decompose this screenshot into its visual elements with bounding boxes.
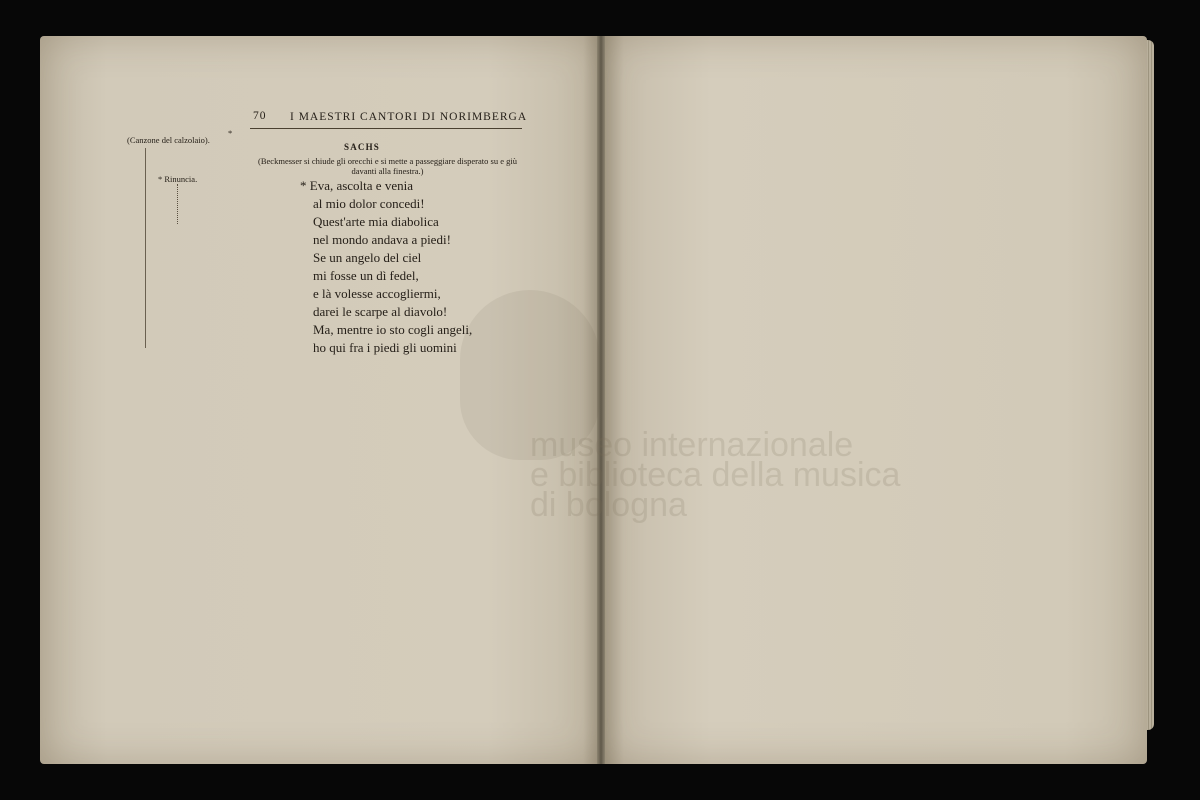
margin-note-canzone: (Canzone del calzolaio). [127, 135, 210, 145]
margin-dotted-line [177, 184, 178, 224]
verse-line: * Eva, ascolta e venia [300, 178, 413, 193]
verse-line: nel mondo andava a piedi! [313, 232, 451, 247]
verse-line: e là volesse accogliermi, [313, 286, 441, 301]
verse-line: darei le scarpe al diavolo! [313, 304, 448, 319]
verse-line: Quest'arte mia diabolica [313, 214, 439, 229]
left-header-rule [250, 128, 522, 129]
verse-line: ho qui fra i piedi gli uomini [313, 340, 457, 355]
verse-line: al mio dolor concedi! [313, 196, 425, 211]
stage-direction: (Beckmesser si chiude gli orecchi e si mette a passeggiare disperato su e giù davanti alla finestra.) [258, 156, 517, 176]
verse-line: mi fosse un dì fedel, [313, 268, 419, 283]
watermark-line-2: e biblioteca della musica [530, 456, 901, 494]
right-page [602, 36, 1147, 764]
verse-line: Ma, mentre io sto cogli angeli, [313, 322, 473, 337]
verse-line: Se un angelo del ciel [313, 250, 422, 265]
left-page-number: 70 [253, 110, 267, 122]
left-running-title: I MAESTRI CANTORI DI NORIMBERGA [290, 111, 528, 123]
margin-bracket [145, 148, 146, 348]
speaker-sachs: SACHS [344, 142, 381, 152]
watermark-text [530, 426, 901, 524]
watermark-line-3: di bologna [530, 486, 687, 524]
margin-star: * [228, 128, 233, 138]
watermark-line-1: museo internazionale [530, 426, 854, 464]
margin-note-rinuncia: * Rinuncia. [158, 174, 198, 184]
